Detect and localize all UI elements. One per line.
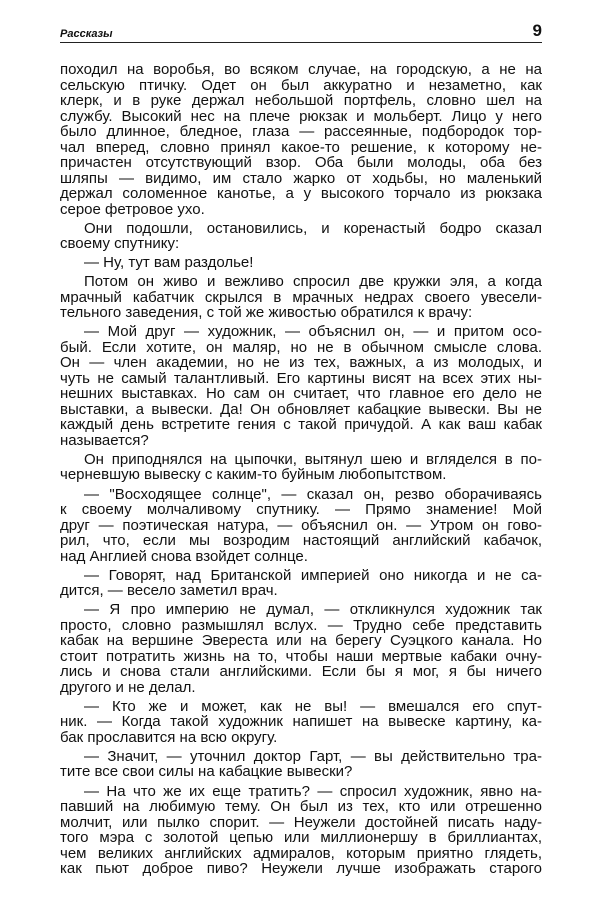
paragraph xyxy=(60,602,542,695)
text-line: чал вперед, словно принял какое-то решение, к которому не- xyxy=(60,138,542,156)
text-line: Потом он живо и вежливо спросил две кружки эля, а когда xyxy=(84,273,542,291)
text-line: мрачный кабатчик скрылся в мрачных недрах своего увесели- xyxy=(60,288,542,306)
text-line: как пьют доброе пиво? Неужели лучше изображать старого xyxy=(60,860,542,878)
text-line: тельного заведения, с той же живостью обратился к врачу: xyxy=(60,304,473,322)
text-line: дится, — весело заметил врач. xyxy=(60,582,278,600)
text-line: — Кто же и может, как не вы! — вмешался его спут- xyxy=(84,697,542,715)
text-line: Он приподнялся на цыпочки, вытянул шею и вгляделся в по- xyxy=(84,450,542,468)
text-line: сельскую птичку. Одет он был аккуратно и незаметно, как xyxy=(60,76,542,94)
text-line: походил на воробья, во всяком случае, на городскую, а не на xyxy=(60,61,542,78)
paragraph xyxy=(60,568,542,599)
text-line: чем великих английских адмиралов, которым приятно глядеть, xyxy=(60,844,542,862)
running-header xyxy=(60,22,542,43)
text-line: — Ну, тут вам раздолье! xyxy=(84,254,254,272)
paragraph xyxy=(60,255,542,271)
paragraph xyxy=(60,274,542,321)
text-line: бак прославится на всю округу. xyxy=(60,728,278,746)
text-line: друг — поэтическая натура, — объяснил он. — Утром он гово- xyxy=(60,516,542,534)
text-line: своему спутнику: xyxy=(60,235,180,253)
text-line: клерк, и в руке держал небольшой портфель, словно шел на xyxy=(60,92,542,109)
text-line: чуть не самый талантливый. Его картины висят на всех этих ны- xyxy=(60,369,542,387)
text-line: — Я про империю не думал, — откликнулся художник так xyxy=(84,601,542,619)
text-line: Он — член академии, но не из тех, важных, а из молодых, и xyxy=(60,354,542,372)
paragraph xyxy=(60,324,542,448)
text-line: нешних выставках. Но сам он считает, что главное его дело не xyxy=(60,385,542,403)
text-line: бый. Если хотите, он маляр, но не в обычном смысле слова. xyxy=(60,338,542,356)
text-line: причастен отсутствующий взор. Оба были молоды, оба без xyxy=(60,154,542,171)
text-line: черневшую вывеску с каким-то буйным любопытством. xyxy=(60,466,447,484)
text-line: ник. — Когда такой художник напишет на вывеске картину, ка- xyxy=(60,713,542,731)
text-line: — Значит, — уточнил доктор Гарт, — вы действительно тра- xyxy=(84,747,542,765)
text-line: стоит потратить жизнь на то, чтобы наши мертвые кабаки очну- xyxy=(60,647,542,665)
paragraph xyxy=(60,62,542,217)
page-body-text xyxy=(60,62,542,880)
text-line: Они подошли, остановились, и коренастый бодро сказал xyxy=(84,219,542,237)
text-line: другого и не делал. xyxy=(60,678,196,696)
paragraph xyxy=(60,699,542,746)
text-line: шляпы — видимо, им стало жарко от ходьбы, но маленький xyxy=(60,169,542,187)
paragraph xyxy=(60,749,542,780)
text-line: было длинное, бледное, глаза — рассеянные, подбородок тор- xyxy=(60,123,542,140)
running-title: Рассказы xyxy=(60,28,113,40)
text-line: кабак на вершине Эвереста или на берегу Суэцкого канала. Но xyxy=(60,632,542,650)
text-line: — Говорят, над Британской империей оно никогда и не са- xyxy=(84,566,542,584)
text-line: — На что же их еще тратить? — спросил художник, явно на- xyxy=(84,782,542,800)
text-line: держал соломенное канотье, а у высокого торчало из рюкзака xyxy=(60,185,542,202)
text-line: серое фетровое ухо. xyxy=(60,200,205,218)
paragraph xyxy=(60,784,542,877)
text-line: просто, словно размышлял вслух. — Трудно себе представить xyxy=(60,616,542,634)
text-line: того мэра с золотой цепью или миллионершу в бриллиантах, xyxy=(60,829,542,847)
paragraph xyxy=(60,487,542,565)
text-line: тите все свои силы на кабацкие вывески? xyxy=(60,763,353,781)
text-line: павший на любимую тему. Он был из тех, кто или отрешенно xyxy=(60,798,542,816)
page-number: 9 xyxy=(532,21,542,40)
text-line: над Англией снова взойдет солнце. xyxy=(60,547,308,565)
text-line: лись и снова стали английскими. Если бы я мог, я бы ничего xyxy=(60,663,542,681)
text-line: называется? xyxy=(60,431,149,449)
text-line: молчит, или пылко спорит. — Неужели достойней писать надy- xyxy=(60,813,542,831)
text-line: выставки, а вывески. Да! Он обновляет кабацкие вывески. Вы не xyxy=(60,400,542,418)
text-line: — "Восходящее солнце", — сказал он, резво оборачиваясь xyxy=(84,485,542,503)
text-line: службу. Высокий нес на плече рюкзак и мольберт. Лицо у него xyxy=(60,107,542,125)
paragraph xyxy=(60,221,542,252)
text-line: каждый день встретите гения с такой причудой. А как ваш кабак xyxy=(60,416,542,434)
text-line: — Мой друг — художник, — объяснил он, — и притом осо- xyxy=(84,323,542,341)
text-line: рил, что, если мы возродим настоящий английский кабачок, xyxy=(60,532,542,550)
text-line: к своему молчаливому спутнику. — Прямо знамение! Мой xyxy=(60,501,542,519)
paragraph xyxy=(60,452,542,483)
